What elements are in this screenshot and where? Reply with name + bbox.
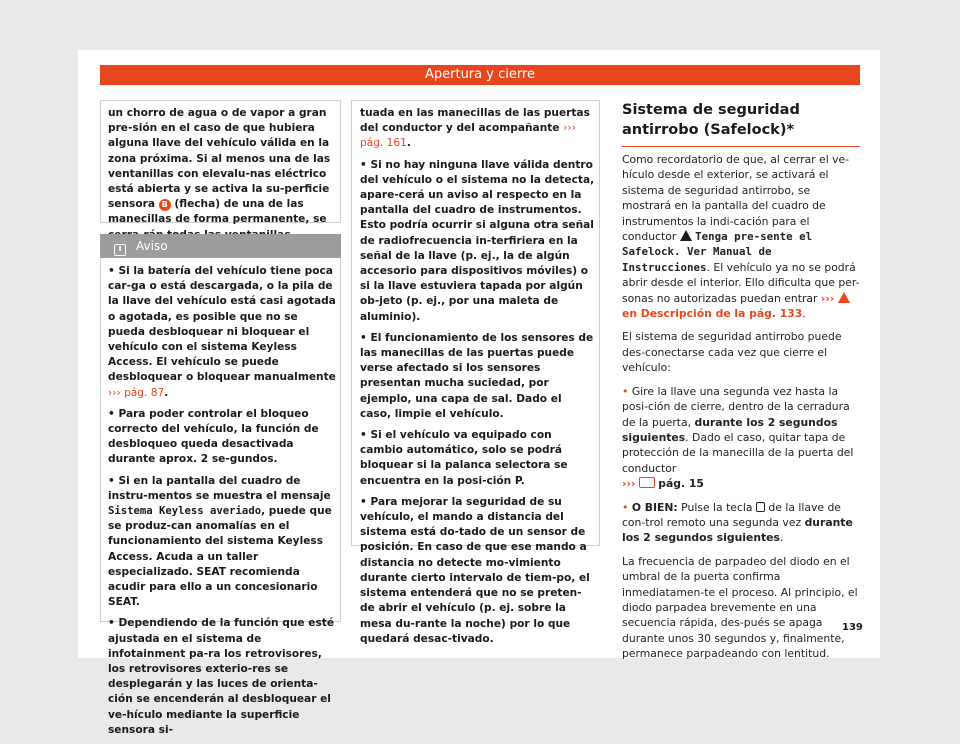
info-icon: i: [114, 244, 126, 256]
aviso-item: • Si el vehículo va equipado con cambio automático, solo se podrá bloquear si la palanca selectora se encuentra en la posi-ción P.: [360, 429, 568, 487]
bullet-icon: •: [622, 384, 632, 398]
book-icon: [639, 477, 655, 488]
aviso-item: • Para poder controlar el bloqueo correcto del vehículo, la función de desbloqueo queda desactivada durante aprox. 2 se-gundos.: [108, 407, 319, 466]
list-item: • Gire la llave una segunda vez hasta la posi-ción de cierre, dentro de la cerradura de la puerta, durante los 2 segundos siguientes. Dado el caso, quitar tapa de protección de la manecilla de la puerta del conductor ››› pág. 15: [622, 384, 854, 491]
paragraph: Como recordatorio de que, al cerrar el ve-hículo desde el exterior, se activará el sistema de seguridad antirrobo, se mostrará en la pantalla del cuadro de instrumentos la indi-cación para el conductor Tenga pre-sente el Safelock. Ver Manual de Instrucciones. El vehículo ya no se podrá abrir desde el interior. Ello dificulta que per-sonas no autorizadas puedan entrar ››› en Descripción de la pág. 133.: [622, 153, 860, 321]
lock-icon: [756, 502, 765, 512]
paragraph: El sistema de seguridad antirrobo puede des-conectarse cada vez que cierre el vehículo:: [622, 330, 842, 375]
page-link[interactable]: ››› pág. 87: [108, 386, 165, 399]
aviso-item: tuada en las manecillas de las puertas del conductor y del acompañante ››› pág. 161.: [360, 107, 590, 150]
aviso-header: [100, 234, 341, 258]
continued-text: un chorro de agua o de vapor a gran pre-sión en el caso de que hubiera alguna llave del vehículo válida en la zona próxima. Si al menos una de las ventanillas con elevalu-nas eléctrico está abierta y se activa la su-perficie sensora B (flecha) de una de las manecillas de forma permanente, se: [108, 107, 331, 226]
page-link[interactable]: ››› pág. 161: [360, 122, 576, 150]
marker-b: B: [159, 199, 171, 211]
aviso-item: • Si en la pantalla del cuadro de instru-mentos se muestra el mensaje Sistema Keyless averiado, puede que se produz-can anomalías en el funcionamiento del sistema Keyless Access. Acuda a un taller especializado. SEAT recomienda acudir para ello a un concesionario SEAT.: [108, 474, 332, 609]
page-link[interactable]: pág. 15: [658, 477, 704, 491]
message-text: Tenga pre-sente el Safelock. Ver Manual de Instrucciones: [622, 230, 813, 274]
aviso-continued-content: [360, 106, 596, 653]
page-number: 139: [842, 622, 863, 633]
warning-icon: [680, 230, 692, 241]
chapter-header: Apertura y cierre: [100, 65, 860, 85]
warning-ref-icon: [838, 292, 850, 303]
aviso-item: • El funcionamiento de los sensores de las manecillas de las puertas puede verse afectado si los sensores presentan mucha suciedad, por ejemplo, una capa de sal. Dado el caso, limpie el vehículo.: [360, 331, 594, 420]
bullet-icon: •: [622, 500, 632, 514]
section-link[interactable]: en Descripción de la pág. 133: [622, 307, 803, 321]
aviso-item: • Si la batería del vehículo tiene poca car-ga o está descargada, o la pila de la llave del vehículo está casi agotada o agotada, es posible que no se pueda desbloquear ni bloquear el vehículo con el sistema Keyless Access. El vehículo se puede desbloquear o bloquear manualmente ››› pág. 87.: [108, 265, 336, 399]
aviso-title: Aviso: [136, 239, 168, 253]
aviso-content: [108, 264, 336, 744]
section-title: Sistema de seguridad antirrobo (Safelock)*: [622, 100, 860, 147]
aviso-item: • Para mejorar la seguridad de su vehículo, el mando a distancia del sistema está do-tado de un sensor de posición. En caso de que ese mando a distancia no detecte mo-vimiento durante cierto intervalo de tiem-po, el sistema entenderá que no se preten-de abrir el vehículo (p. ej. sobre la mesa du-rante la noche) por lo que quedará desac-tivado.: [360, 495, 590, 645]
list-item: • O BIEN: Pulse la tecla de la llave de con-trol remoto una segunda vez durante los 2 segundos siguientes.: [622, 500, 853, 545]
aviso-item: • Si no hay ninguna llave válida dentro del vehículo o el sistema no la detecta, apare-cerá un aviso al respecto en la pantalla del cuadro de instrumentos. Esto podría ocurrir si alguna otra señal de radiofrecuencia in-terfiriera en la señal de la llave (p. ej., la de algún accesorio para dispositivos móviles) o si la llave estuviera tapada por algún ob-jeto (p. ej., por una maleta de aluminio).: [360, 158, 595, 323]
paragraph: La frecuencia de parpadeo del diodo en el umbral de la puerta confirma inmediatamen-te el proceso. Al principio, el diodo parpadea brevemente en una secuencia rápida, des-pués se apaga durante unos 30 segundos y, finalmente, permanece parpadeando con lentitud.: [622, 554, 858, 661]
aviso-item: • Dependiendo de la función que esté ajustada en el sistema de infotainment pa-ra los retrovisores, los retrovisores exterio-res se desplegarán y las luces de orienta-ción se encenderán al desbloquear el ve-hículo mediante la superficie sensora si-: [108, 617, 335, 736]
section-body: [622, 152, 860, 670]
message-text: Sistema Keyless averiado: [108, 505, 262, 518]
